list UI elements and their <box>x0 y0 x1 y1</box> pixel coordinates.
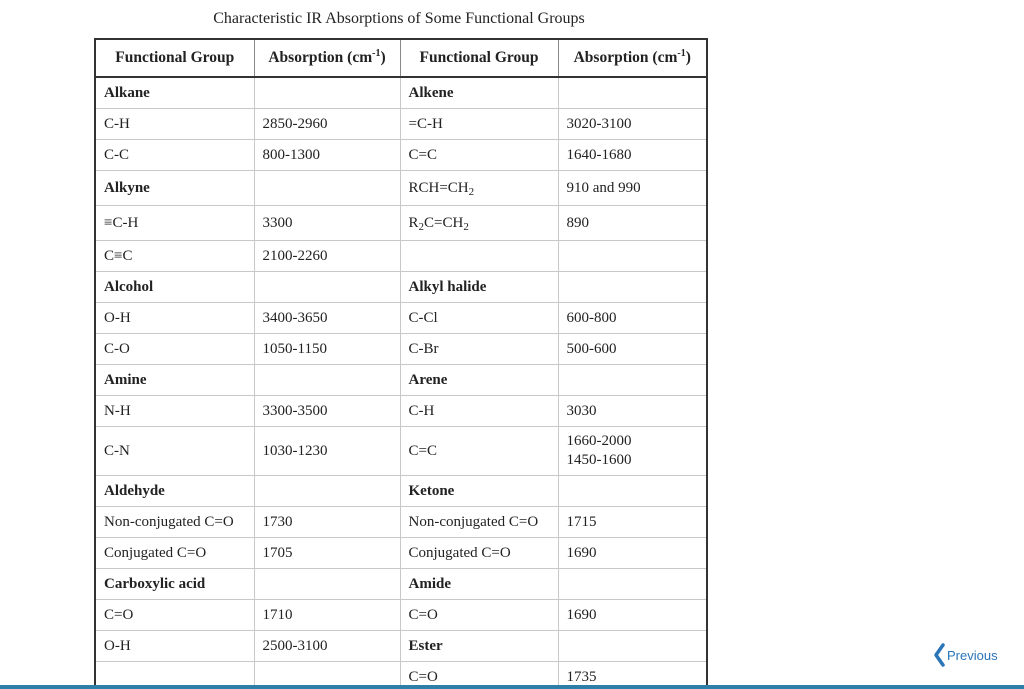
cell: 3300 <box>254 206 400 241</box>
cell: 1690 <box>558 600 706 631</box>
table-row <box>96 365 706 396</box>
cell: 1730 <box>254 507 400 538</box>
table-row <box>96 600 706 631</box>
cell: 3020-3100 <box>558 109 706 140</box>
cell: 1640-1680 <box>558 140 706 171</box>
table-row <box>96 334 706 365</box>
cell: 500-600 <box>558 334 706 365</box>
section-ester: Ester <box>400 631 558 662</box>
section-alkyne: Alkyne <box>96 171 254 206</box>
cell: C=O <box>400 600 558 631</box>
cell <box>254 272 400 303</box>
table-row <box>96 171 706 206</box>
chevron-left-icon <box>933 643 945 667</box>
cell: Non-conjugated C=O <box>400 507 558 538</box>
cell: C-H <box>400 396 558 427</box>
cell: C-C <box>96 140 254 171</box>
ir-absorption-table <box>94 38 708 685</box>
cell: C-Cl <box>400 303 558 334</box>
section-alkane: Alkane <box>96 77 254 109</box>
cell: Conjugated C=O <box>96 538 254 569</box>
section-aldehyde: Aldehyde <box>96 476 254 507</box>
table-row <box>96 631 706 662</box>
cell: ≡C-H <box>96 206 254 241</box>
table-row <box>96 507 706 538</box>
cell: $RCH=CH_2$ <box>400 171 558 206</box>
cell <box>96 662 254 686</box>
table-row <box>96 427 706 476</box>
cell <box>558 241 706 272</box>
cell <box>558 631 706 662</box>
section-ketone: Ketone <box>400 476 558 507</box>
table-row <box>96 77 706 109</box>
cell: 2850-2960 <box>254 109 400 140</box>
table-row <box>96 140 706 171</box>
cell: O-H <box>96 631 254 662</box>
table-row <box>96 476 706 507</box>
cell: 1690 <box>558 538 706 569</box>
cell: 3300-3500 <box>254 396 400 427</box>
cell: C=O <box>400 662 558 686</box>
cell: 1735 <box>558 662 706 686</box>
cell <box>558 427 706 476</box>
cell: 800-1300 <box>254 140 400 171</box>
cell: 890 <box>558 206 706 241</box>
cell: C-N <box>96 427 254 476</box>
cell: C-H <box>96 109 254 140</box>
header-functional-group-1: Functional Group <box>96 40 254 77</box>
section-alkyl-halide: Alkyl halide <box>400 272 558 303</box>
header-absorption-2: Absorption $(cm^{-1})$ <box>558 40 706 77</box>
cell <box>558 476 706 507</box>
cell: C=C <box>400 427 558 476</box>
cell <box>558 77 706 109</box>
section-amide: Amide <box>400 569 558 600</box>
cell <box>558 569 706 600</box>
value-line: 1660-2000 <box>566 433 632 449</box>
cell: C≡C <box>96 241 254 272</box>
cell <box>254 569 400 600</box>
section-arene: Arene <box>400 365 558 396</box>
value-line: 1450-1600 <box>566 452 632 468</box>
cell: Non-conjugated C=O <box>96 507 254 538</box>
table-row <box>96 303 706 334</box>
cell <box>254 77 400 109</box>
table-row <box>96 569 706 600</box>
cell: 2500-3100 <box>254 631 400 662</box>
table-row <box>96 538 706 569</box>
previous-button[interactable] <box>933 643 998 667</box>
section-alkene: Alkene <box>400 77 558 109</box>
cell: 3400-3650 <box>254 303 400 334</box>
cell: 1050-1150 <box>254 334 400 365</box>
table-row <box>96 109 706 140</box>
cell: O-H <box>96 303 254 334</box>
header-row <box>96 40 706 77</box>
cell: 1030-1230 <box>254 427 400 476</box>
cell <box>558 365 706 396</box>
cell: C=O <box>96 600 254 631</box>
cell <box>254 365 400 396</box>
cell <box>254 476 400 507</box>
section-amine: Amine <box>96 365 254 396</box>
table-row <box>96 662 706 686</box>
table-row <box>96 396 706 427</box>
cell: C-Br <box>400 334 558 365</box>
cell <box>400 241 558 272</box>
cell: 600-800 <box>558 303 706 334</box>
cell: 1710 <box>254 600 400 631</box>
previous-label: Previous <box>947 647 998 663</box>
cell: 3030 <box>558 396 706 427</box>
table-row <box>96 206 706 241</box>
cell <box>254 171 400 206</box>
cell: 1715 <box>558 507 706 538</box>
bottom-accent-bar <box>0 685 1024 689</box>
header-absorption-1: Absorption $(cm^{-1})$ <box>254 40 400 77</box>
cell: C-O <box>96 334 254 365</box>
cell <box>558 272 706 303</box>
section-alcohol: Alcohol <box>96 272 254 303</box>
cell: 1705 <box>254 538 400 569</box>
table-row <box>96 272 706 303</box>
cell <box>254 662 400 686</box>
section-carboxylic-acid: Carboxylic acid <box>96 569 254 600</box>
cell: 910 and 990 <box>558 171 706 206</box>
page-title: Characteristic IR Absorptions of Some Functional Groups <box>213 10 585 27</box>
cell: =C-H <box>400 109 558 140</box>
table-row <box>96 241 706 272</box>
cell: C=C <box>400 140 558 171</box>
header-functional-group-2: Functional Group <box>400 40 558 77</box>
cell: $R_2C=CH_2$ <box>400 206 558 241</box>
cell: N-H <box>96 396 254 427</box>
cell: Conjugated C=O <box>400 538 558 569</box>
cell: 2100-2260 <box>254 241 400 272</box>
